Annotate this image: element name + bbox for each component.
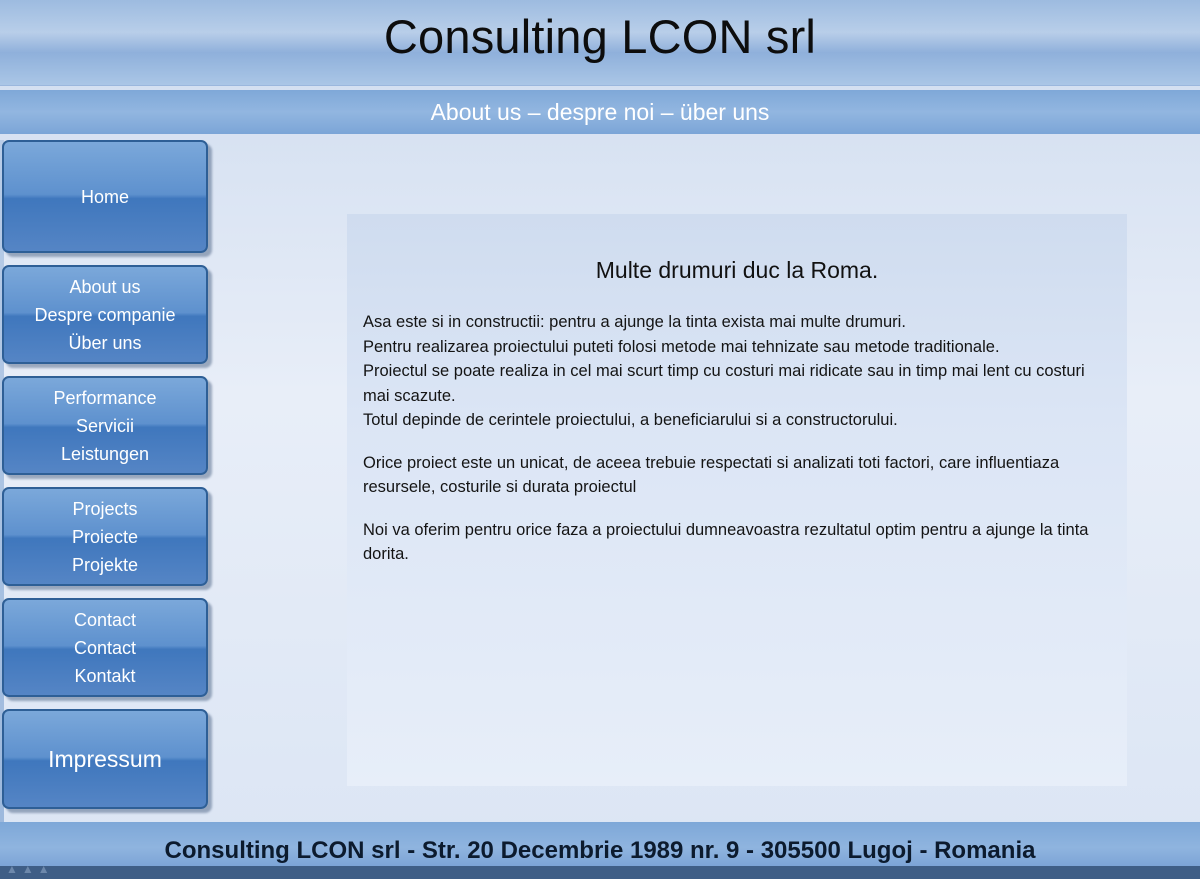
sidebar-item-label: Impressum	[48, 746, 162, 772]
content-heading: Multe drumuri duc la Roma.	[595, 257, 879, 283]
content-paragraph: Noi va oferim pentru orice faza a proiectului dumneavoastra rezultatul optim pentru a ajunge la tinta dorita.	[363, 520, 1089, 563]
content-panel	[347, 214, 1127, 786]
decorative-glyphs: ▲▲▲	[6, 862, 54, 876]
page-subtitle: About us – despre noi – über uns	[430, 99, 770, 125]
content-paragraph: Orice proiect este un unicat, de aceea trebuie respectati si analizati toti factori, care influentiaza resursele, costurile si durata proiectul	[363, 453, 1060, 496]
sidebar-item-label: Proiecte	[71, 526, 139, 547]
sidebar-item-label: Home	[80, 186, 129, 207]
sidebar-item-impressum[interactable]	[2, 709, 208, 809]
footer-address: Consulting LCON srl - Str. 20 Decembrie 1989 nr. 9 - 305500 Lugoj - Romania	[164, 837, 1036, 864]
sidebar-item-label: Projekte	[71, 554, 139, 575]
sidebar-item-label: Performance	[53, 387, 157, 408]
sidebar-item-label: About us	[69, 276, 141, 297]
sidebar-item-home[interactable]	[2, 140, 208, 253]
sidebar-item-label: Projects	[72, 498, 138, 519]
sidebar-item-label: Contact	[73, 637, 137, 658]
footer-strip	[0, 866, 1200, 879]
sidebar-item-label: Über uns	[68, 332, 142, 353]
content-body	[363, 310, 1105, 567]
sidebar-item-projects[interactable]	[2, 487, 208, 586]
sidebar-item-label: Leistungen	[60, 443, 150, 464]
sidebar-item-about-us[interactable]	[2, 265, 208, 364]
content-paragraph: Asa este si in constructii: pentru a ajunge la tinta exista mai multe drumuri. Pentru realizarea proiectului puteti folosi metode mai tehnizate sau metode traditionale. Proiectul se poate realiza in cel mai scurt timp cu costuri mai ridicate sau in timp mai lent cu costuri mai scazute. Totul depinde de cerintele proiectului, a beneficiarului si a constructorului.	[363, 313, 1085, 429]
page-subtitle-bar	[0, 90, 1200, 134]
sidebar-nav	[0, 140, 218, 821]
sidebar-item-label: Kontakt	[74, 665, 136, 686]
sidebar-item-contact[interactable]	[2, 598, 208, 697]
page-title: Consulting LCON srl	[383, 10, 817, 63]
site-header	[0, 0, 1200, 86]
sidebar-item-label: Servicii	[75, 415, 134, 436]
sidebar-item-performance[interactable]	[2, 376, 208, 475]
sidebar-item-label: Despre companie	[34, 304, 176, 325]
sidebar-item-label: Contact	[73, 609, 137, 630]
